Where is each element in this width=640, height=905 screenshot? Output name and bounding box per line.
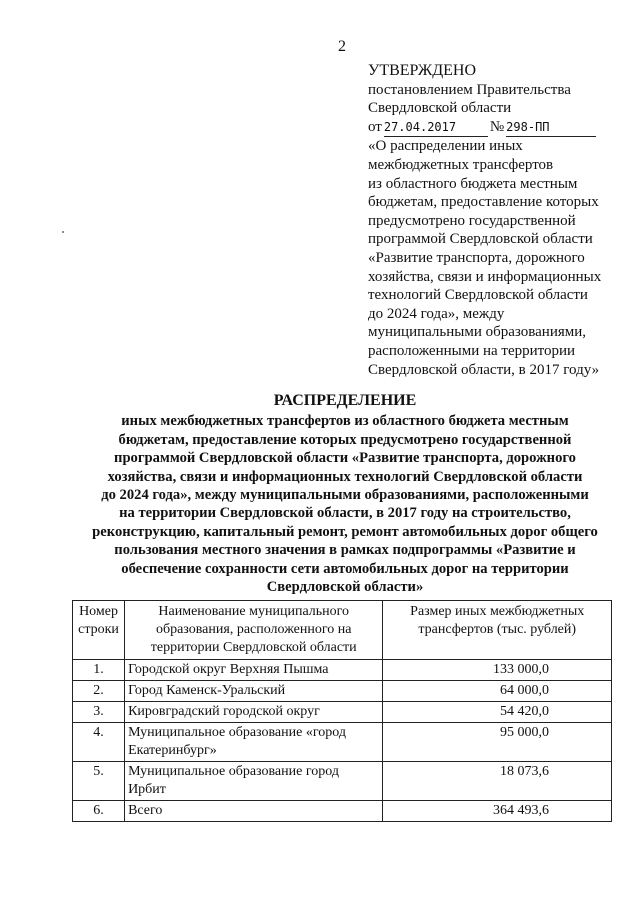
document-title	[80, 392, 610, 596]
decree-title-line: расположенными на территории	[368, 342, 576, 359]
row-amount: 364 493,6	[383, 801, 612, 822]
row-municipality: Всего	[125, 801, 383, 822]
row-municipality: Городской округ Верхняя Пышма	[125, 660, 383, 681]
date-prefix: от	[368, 118, 382, 135]
header-name: Наименование муниципального образования, расположенного на территории Свердловской области	[125, 601, 383, 660]
approval-line: Свердловской области	[368, 100, 512, 117]
table-row	[73, 681, 612, 702]
title-line: на территории Свердловской области, в 2017 году на строительство,	[119, 505, 571, 522]
decree-title-line: хозяйства, связи и информационных	[368, 268, 602, 285]
row-number: 5.	[73, 762, 125, 801]
decree-number: 298-ПП	[506, 119, 550, 134]
title-line: Свердловской области»	[266, 579, 424, 596]
number-field	[506, 118, 596, 138]
row-amount: 133 000,0	[383, 660, 612, 681]
approval-line: постановлением Правительства	[368, 81, 571, 98]
row-municipality: Кировградский городской округ	[125, 702, 383, 723]
date-field	[384, 118, 488, 138]
decree-title-line: муниципальными образованиями,	[368, 324, 587, 341]
approval-heading: УТВЕРЖДЕНО	[368, 62, 477, 79]
decree-title-line: межбюджетных трансфертов	[368, 156, 554, 173]
row-number: 3.	[73, 702, 125, 723]
title-heading: РАСПРЕДЕЛЕНИЕ	[273, 392, 417, 409]
title-line: реконструкцию, капитальный ремонт, ремонт автомобильных дорог общего	[92, 523, 598, 540]
decree-title-line: Свердловской области, в 2017 году»	[368, 361, 600, 378]
allocation-table	[72, 600, 612, 822]
title-line: пользования местного значения в рамках подпрограммы «Развитие и	[114, 542, 576, 559]
row-amount: 54 420,0	[383, 702, 612, 723]
table-row	[73, 762, 612, 801]
decree-title-line: до 2024 года», между	[368, 305, 505, 322]
table-row	[73, 801, 612, 822]
table-row	[73, 702, 612, 723]
decree-title-line: из областного бюджета местным	[368, 175, 578, 192]
row-amount: 95 000,0	[383, 723, 612, 762]
decree-title-line: «Развитие транспорта, дорожного	[368, 249, 585, 266]
title-line: обеспечение сохранности сети автомобильных дорог на территории	[121, 560, 569, 577]
table-body	[73, 660, 612, 822]
row-number: 4.	[73, 723, 125, 762]
page-number: 2	[338, 38, 346, 55]
decree-date: 27.04.2017	[383, 119, 457, 134]
decree-title-line: «О распределении иных	[368, 138, 523, 155]
row-amount: 18 073,6	[383, 762, 612, 801]
table-row	[73, 660, 612, 681]
decree-title-line: предусмотрено государственной	[368, 212, 576, 229]
row-number: 1.	[73, 660, 125, 681]
scan-speck	[62, 231, 64, 233]
header-amount: Размер иных межбюджетных трансфертов (тыс. рублей)	[383, 601, 612, 660]
decree-title-line: программой Свердловской области	[368, 231, 593, 248]
row-municipality: Город Каменск-Уральский	[125, 681, 383, 702]
decree-title-line: бюджетам, предоставление которых	[368, 194, 599, 211]
title-line: до 2024 года», между муниципальными образованиями, расположенными	[101, 487, 589, 504]
header-number: Номер строки	[73, 601, 125, 660]
approval-stamp	[368, 62, 630, 379]
row-number: 2.	[73, 681, 125, 702]
number-prefix: №	[489, 118, 505, 135]
row-municipality: Муниципальное образование «город Екатеринбург»	[125, 723, 383, 762]
title-line: хозяйства, связи и информационных технологий Свердловской области	[107, 468, 583, 485]
row-municipality: Муниципальное образование город Ирбит	[125, 762, 383, 801]
title-line: бюджетам, предоставление которых предусмотрено государственной	[118, 431, 572, 448]
table-row	[73, 723, 612, 762]
row-amount: 64 000,0	[383, 681, 612, 702]
title-line: иных межбюджетных трансфертов из областного бюджета местным	[121, 413, 569, 430]
row-number: 6.	[73, 801, 125, 822]
table-header-row	[73, 601, 612, 660]
decree-title	[368, 137, 630, 379]
decree-title-line: технологий Свердловской области	[368, 287, 588, 304]
title-lines	[80, 412, 610, 596]
decree-date-number	[368, 118, 630, 138]
title-line: программой Свердловской области «Развитие транспорта, дорожного	[114, 450, 576, 467]
